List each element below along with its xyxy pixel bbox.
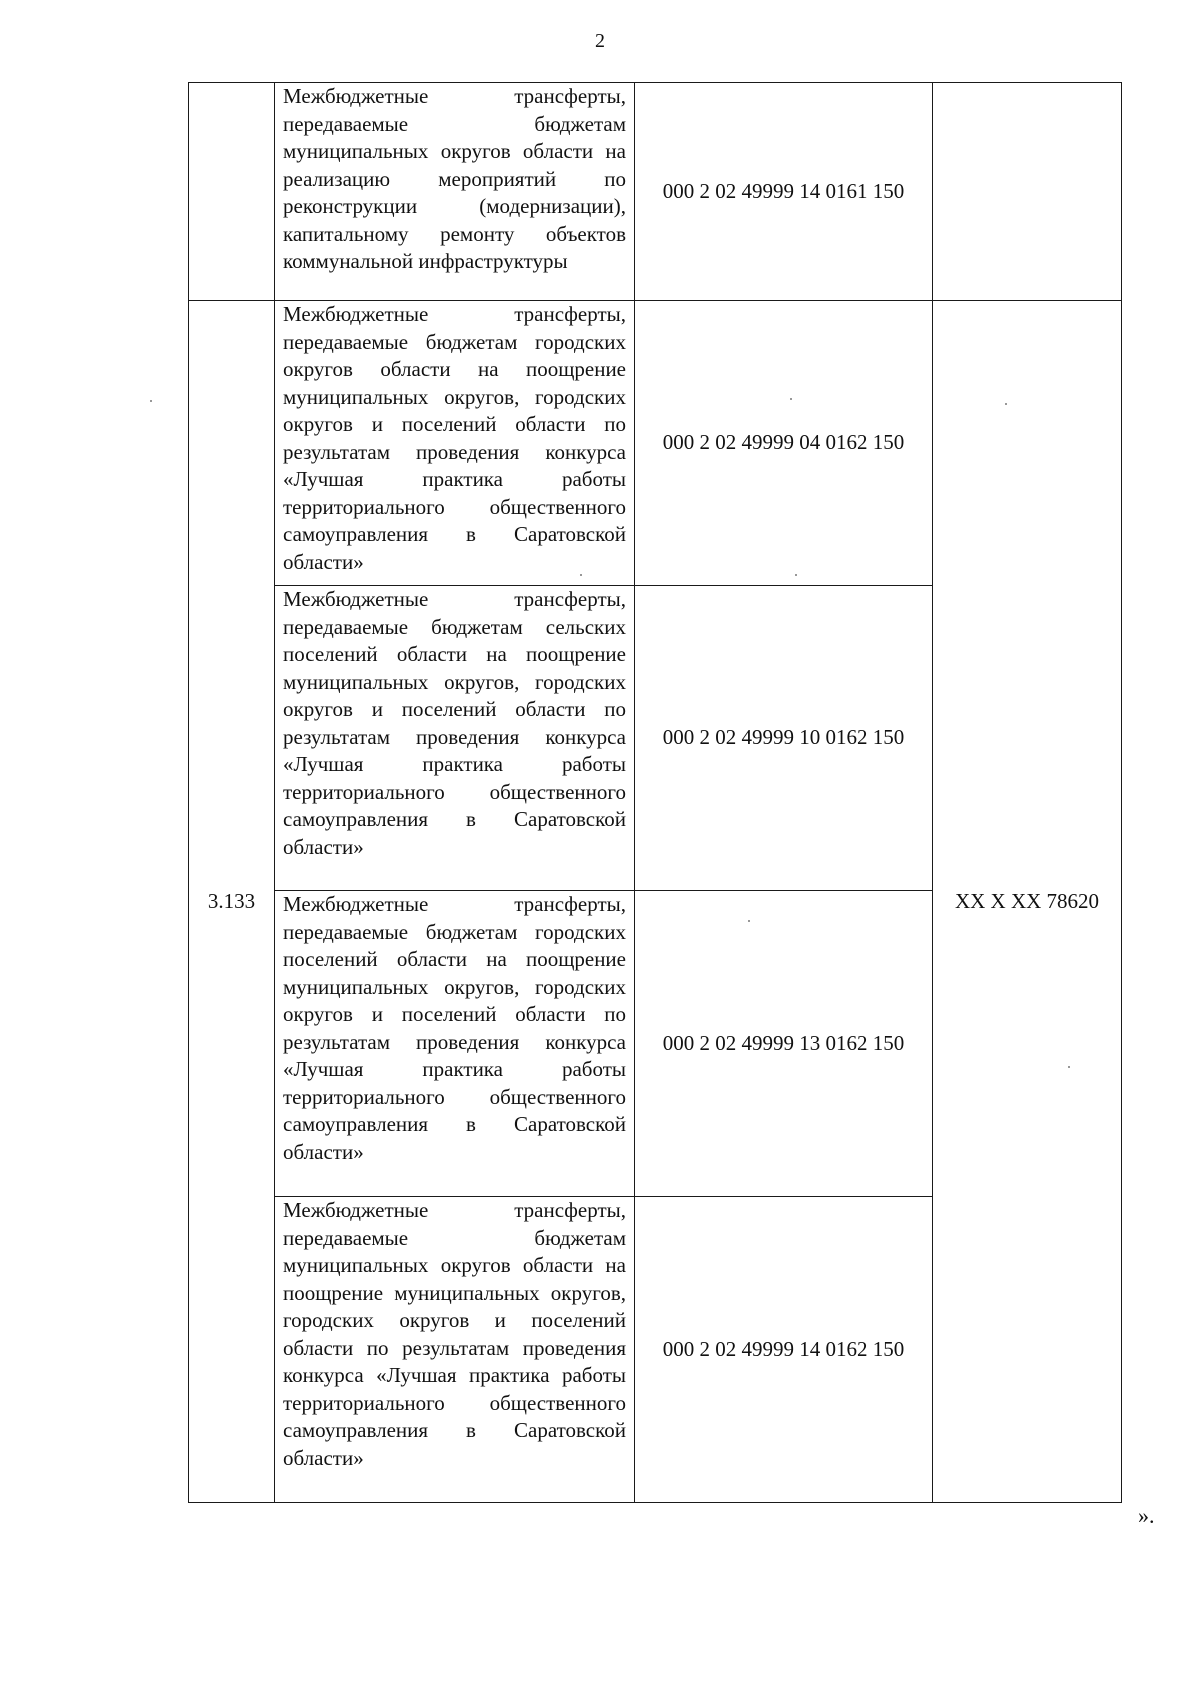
description-text: Межбюджетные трансферты, передаваемые бюджетам муниципальных округов области на реализацию мероприятий по реконструкции (модернизации), капитальному ремонту объектов коммунальной инфраструктуры [283, 84, 626, 273]
description-cell [275, 586, 635, 891]
classifier-code-cell [933, 83, 1122, 301]
row-number-cell [189, 83, 275, 301]
description-cell [275, 83, 635, 301]
scan-speck [1068, 1066, 1070, 1068]
table-row [189, 301, 1122, 586]
table-row [189, 83, 1122, 301]
budget-code-cell: 000 2 02 49999 14 0162 150 [635, 1197, 933, 1503]
scan-speck [1005, 403, 1007, 405]
classifier-code-cell: XX X XX 78620 [933, 301, 1122, 1503]
description-text: Межбюджетные трансферты, передаваемые бюджетам городских поселений области на поощрение муниципальных округов, городских округов и поселений области по результатам проведения конкурса «Лучшая практика работы территориального общественного самоуправления в Саратовской области» [283, 892, 626, 1164]
scan-speck [748, 920, 750, 922]
row-number-cell: 3.133 [189, 301, 275, 1503]
description-cell [275, 1197, 635, 1503]
page-number: 2 [595, 30, 605, 52]
scan-speck [790, 398, 792, 400]
budget-code-cell: 000 2 02 49999 04 0162 150 [635, 301, 933, 586]
description-text: Межбюджетные трансферты, передаваемые бюджетам городских округов области на поощрение муниципальных округов, городских округов и поселений области по результатам проведения конкурса «Лучшая практика работы территориального общественного самоуправления в Саратовской области» [283, 302, 626, 574]
budget-codes-table [188, 82, 1122, 1503]
scan-speck [150, 400, 152, 402]
description-cell [275, 301, 635, 586]
budget-code-cell: 000 2 02 49999 10 0162 150 [635, 586, 933, 891]
budget-code-cell: 000 2 02 49999 14 0161 150 [635, 83, 933, 301]
description-text: Межбюджетные трансферты, передаваемые бюджетам сельских поселений области на поощрение муниципальных округов, городских округов и поселений области по результатам проведения конкурса «Лучшая практика работы территориального общественного самоуправления в Саратовской области» [283, 587, 626, 859]
budget-code-cell: 000 2 02 49999 13 0162 150 [635, 891, 933, 1197]
description-text: Межбюджетные трансферты, передаваемые бюджетам муниципальных округов области на поощрение муниципальных округов, городских округов и поселений области по результатам проведения конкурса «Лучшая практика работы территориального общественного самоуправления в Саратовской области» [283, 1198, 626, 1470]
scan-speck [580, 574, 582, 576]
description-cell [275, 891, 635, 1197]
closing-quote-mark: ». [1138, 1503, 1155, 1528]
scan-speck [795, 574, 797, 576]
